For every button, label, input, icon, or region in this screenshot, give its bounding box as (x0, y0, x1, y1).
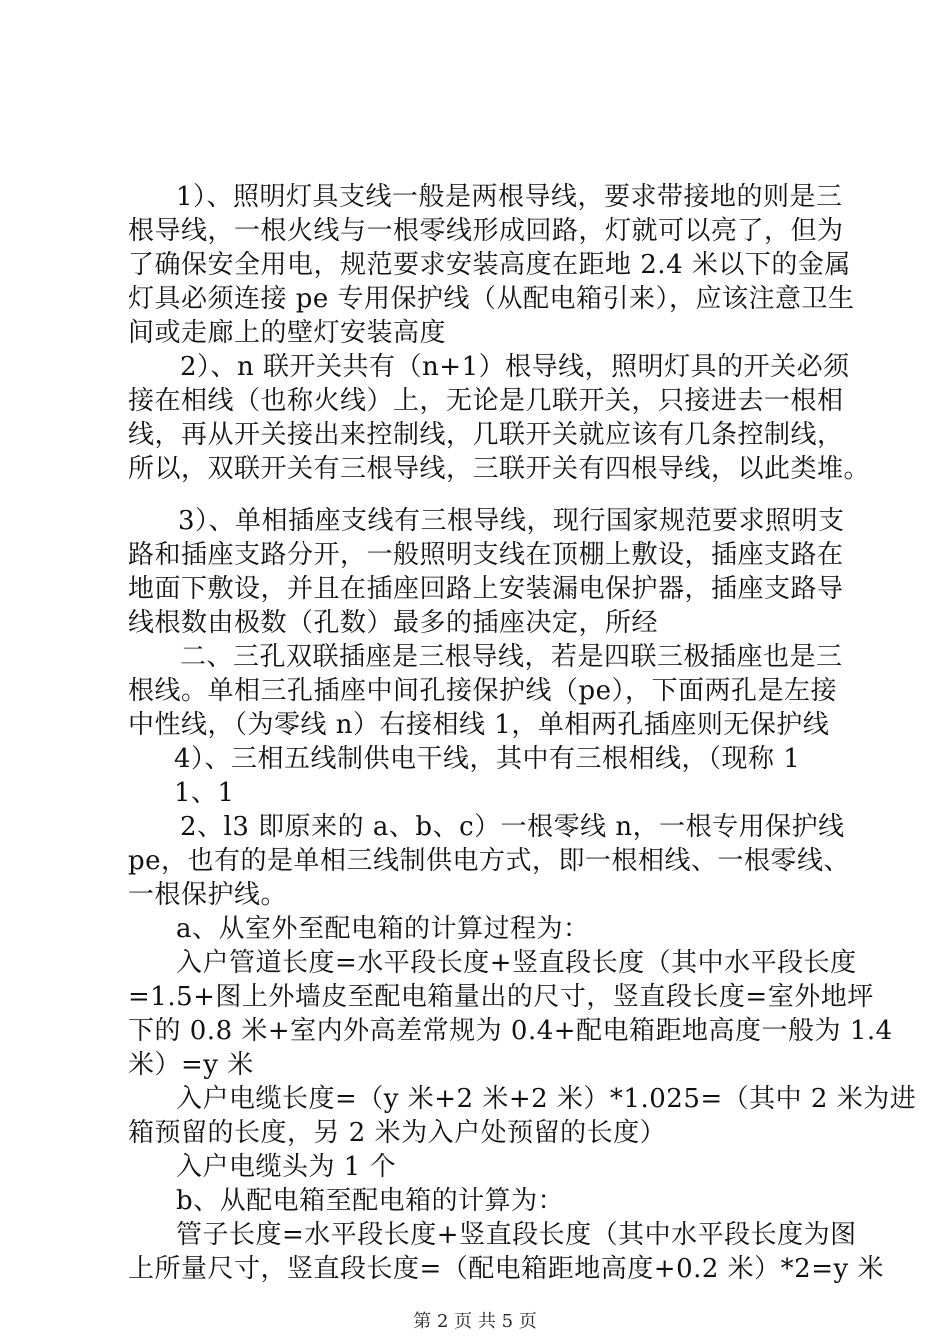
paragraph-line-17: 4）、三相五线制供电干线，其中有三根相线，（现称 1 (174, 744, 801, 774)
paragraph-line-28: 箱预留的长度，另 2 米为入户处预留的长度） (128, 1118, 667, 1148)
paragraph-line-6: 2）、n 联开关共有（n+1）根导线，照明灯具的开关必须 (180, 352, 850, 382)
paragraph-line-10: 3）、单相插座支线有三根导线，现行国家规范要求照明支 (178, 506, 845, 536)
paragraph-line-13: 线根数由极数（孔数）最多的插座决定，所经 (128, 608, 659, 638)
paragraph-line-8: 线，再从开关接出来控制线，几联开关就应该有几条控制线， (128, 420, 844, 450)
paragraph-line-16: 中性线，（为零线 n）右接相线 1，单相两孔插座则无保护线 (128, 710, 830, 740)
paragraph-line-3: 了确保安全用电，规范要求安装高度在距地 2.4 米以下的金属 (128, 250, 851, 280)
paragraph-line-20: pe，也有的是单相三线制供电方式，即一根相线、一根零线、 (128, 846, 851, 876)
paragraph-line-14: 二、三孔双联插座是三根导线，若是四联三极插座也是三 (180, 642, 843, 672)
paragraph-line-31: 管子长度=水平段长度+竖直段长度（其中水平段长度为图 (176, 1220, 857, 1250)
paragraph-line-21: 一根保护线。 (128, 880, 288, 910)
paragraph-line-27: 入户电缆长度=（y 米+2 米+2 米）*1.025=（其中 2 米为进 (176, 1084, 917, 1114)
paragraph-line-4: 灯具必须连接 pe 专用保护线（从配电箱引来），应该注意卫生 (128, 284, 855, 314)
paragraph-line-15: 根线。单相三孔插座中间孔接保护线（pe），下面两孔是左接 (128, 676, 838, 706)
paragraph-line-26: 米）=y 米 (128, 1050, 254, 1080)
page-footer: 第 2 页 共 5 页 (413, 1311, 537, 1332)
paragraph-line-9: 所以，双联开关有三根导线，三联开关有四根导线，以此类堆。 (128, 454, 871, 484)
paragraph-line-25: 下的 0.8 米+室内外高差常规为 0.4+配电箱距地高度一般为 1.4 (128, 1016, 893, 1046)
paragraph-line-1: 1）、照明灯具支线一般是两根导线，要求带接地的则是三 (176, 182, 843, 212)
paragraph-line-30: b、从配电箱至配电箱的计算为： (176, 1186, 565, 1216)
paragraph-line-19: 2、l3 即原来的 a、b、c）一根零线 n，一根专用保护线 (180, 812, 845, 842)
paragraph-line-5: 间或走廊上的壁灯安装高度 (128, 318, 447, 348)
paragraph-line-22: a、从室外至配电箱的计算过程为： (176, 914, 590, 944)
paragraph-line-29: 入户电缆头为 1 个 (176, 1152, 397, 1182)
paragraph-line-24: =1.5+图上外墙皮至配电箱量出的尺寸，竖直段长度=室外地坪 (128, 982, 874, 1012)
paragraph-line-32: 上所量尺寸，竖直段长度=（配电箱距地高度+0.2 米）*2=y 米 (128, 1254, 884, 1284)
paragraph-line-2: 根导线，一根火线与一根零线形成回路，灯就可以亮了，但为 (128, 216, 844, 246)
paragraph-line-7: 接在相线（也称火线）上，无论是几联开关，只接进去一根相 (128, 386, 844, 416)
paragraph-line-12: 地面下敷设，并且在插座回路上安装漏电保护器，插座支路导 (128, 574, 844, 604)
paragraph-line-18: 1、1 (174, 778, 235, 808)
paragraph-line-11: 路和插座支路分开，一般照明支线在顶棚上敷设，插座支路在 (128, 540, 844, 570)
paragraph-line-23: 入户管道长度=水平段长度+竖直段长度（其中水平段长度 (176, 948, 857, 978)
